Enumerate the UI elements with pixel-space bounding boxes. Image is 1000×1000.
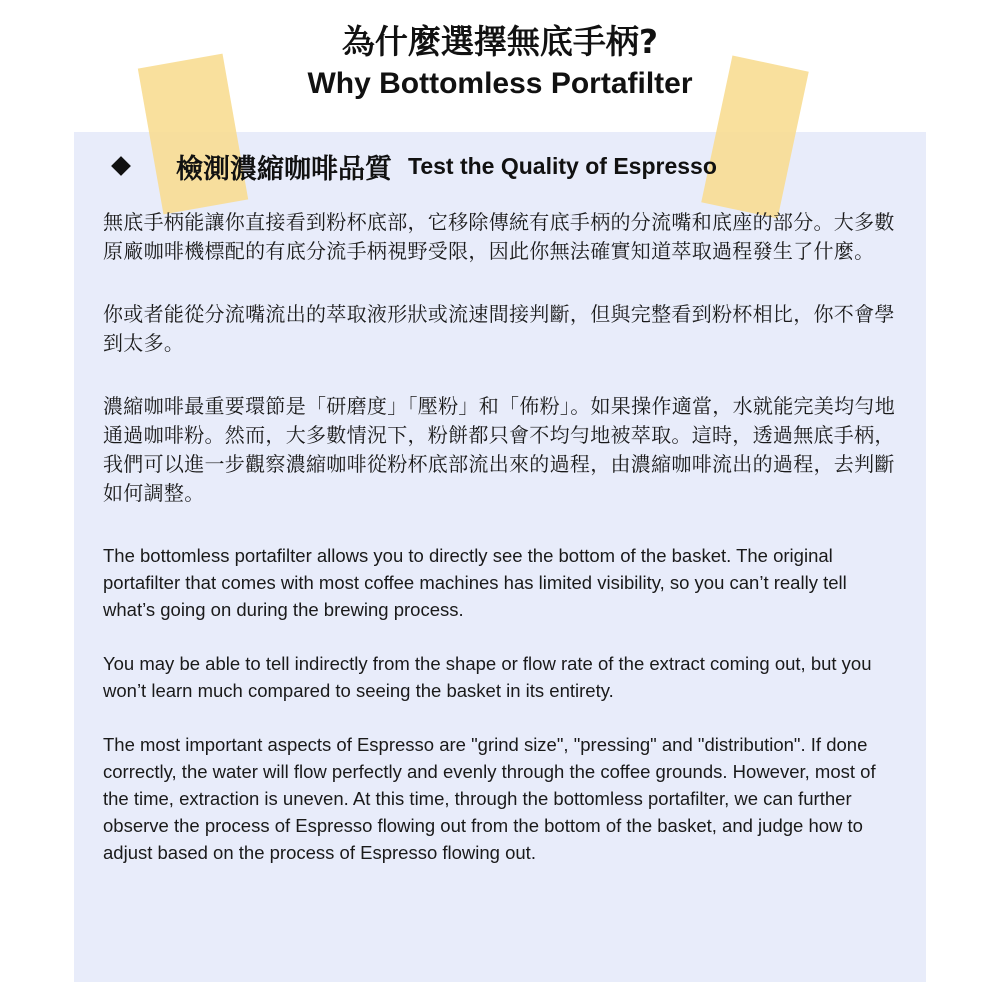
section-heading-english: Test the Quality of Espresso <box>408 152 717 179</box>
page-header <box>0 20 1000 104</box>
page-title-english: Why Bottomless Portafilter <box>307 67 693 100</box>
paragraph-en-2: You may be able to tell indirectly from the shape or flow rate of the extract coming out, but you won’t learn much compared to seeing the basket in its entirety. <box>103 653 872 701</box>
section-heading-chinese: 檢測濃縮咖啡品質 <box>176 153 392 185</box>
paragraph-zh-1: 無底手柄能讓你直接看到粉杯底部，它移除傳統有底手柄的分流嘴和底座的部分。大多數原廠咖啡機標配的有底分流手柄視野受限，因此你無法確實知道萃取過程發生了什麼。 <box>103 210 895 263</box>
diamond-icon <box>111 156 131 176</box>
section-heading <box>108 146 908 186</box>
page-title-chinese: 為什麼選擇無底手柄? <box>341 22 659 61</box>
paragraph-zh-3: 濃縮咖啡最重要環節是「研磨度」「壓粉」和「佈粉」。如果操作適當，水就能完美均勻地通過咖啡粉。然而，大多數情況下，粉餅都只會不均勻地被萃取。這時，透過無底手柄，我們可以進一步觀察濃縮咖啡從粉杯底部流出來的過程，由濃縮咖啡流出的過程，去判斷如何調整。 <box>103 394 895 505</box>
paragraph-en-1: The bottomless portafilter allows you to directly see the bottom of the basket. The original portafilter that comes with most coffee machines has limited visibility, so you can’t really tell what’s going on during the brewing process. <box>103 545 847 620</box>
paragraph-en-3: The most important aspects of Espresso are "grind size", "pressing" and "distribution". If done correctly, the water will flow perfectly and evenly through the coffee grounds. However, most of the time, extraction is uneven. At this time, through the bottomless portafilter, we can further observe the process of Espresso flowing out from the bottom of the basket, and judge how to adjust based on the process of Espresso flowing out. <box>103 734 876 863</box>
paragraph-zh-2: 你或者能從分流嘴流出的萃取液形狀或流速間接判斷，但與完整看到粉杯相比，你不會學到太多。 <box>103 302 895 355</box>
article-body <box>103 208 903 893</box>
